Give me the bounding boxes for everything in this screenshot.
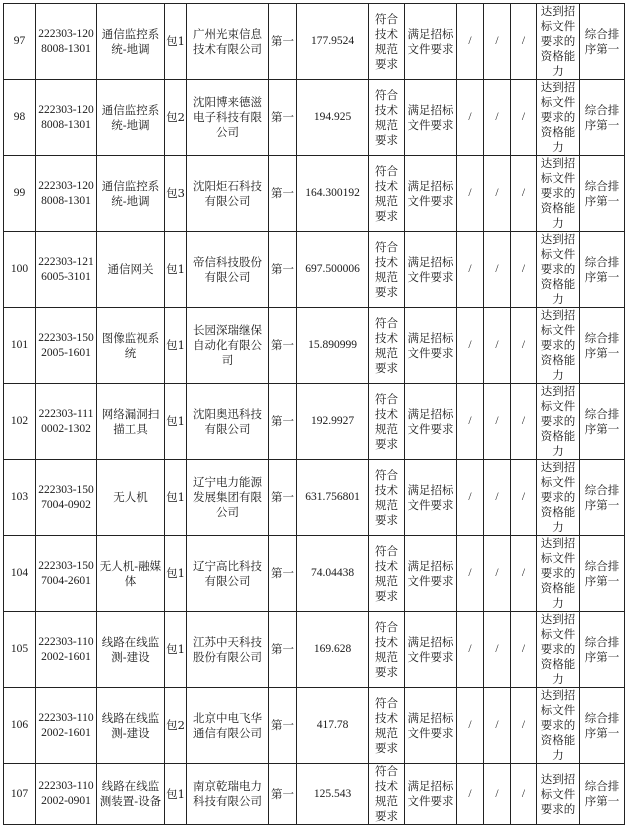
winning-company: 沈阳奥迅科技有限公司 — [187, 384, 269, 460]
rank-label: 第一 — [269, 764, 297, 825]
bid-price: 125.543 — [297, 764, 369, 825]
project-code: 222303-1208008-1301 — [36, 156, 97, 232]
document-evaluation: 满足招标文件要求 — [405, 688, 457, 764]
empty-slash-1: / — [457, 612, 484, 688]
overall-result: 综合排序第一 — [580, 688, 625, 764]
package-label: 包1 — [165, 308, 187, 384]
bid-price: 177.9524 — [297, 4, 369, 80]
overall-result: 综合排序第一 — [580, 4, 625, 80]
empty-slash-1: / — [457, 536, 484, 612]
empty-slash-3: / — [511, 80, 537, 156]
overall-result: 综合排序第一 — [580, 612, 625, 688]
qualification-evaluation: 达到招标文件要求的资格能力 — [537, 612, 580, 688]
project-code: 222303-1216005-3101 — [36, 232, 97, 308]
row-number: 104 — [4, 536, 36, 612]
rank-label: 第一 — [269, 536, 297, 612]
empty-slash-2: / — [484, 688, 511, 764]
qualification-evaluation: 达到招标文件要求的资格能力 — [537, 4, 580, 80]
document-evaluation: 满足招标文件要求 — [405, 764, 457, 825]
winning-company: 沈阳炬石科技有限公司 — [187, 156, 269, 232]
empty-slash-3: / — [511, 156, 537, 232]
empty-slash-3: / — [511, 384, 537, 460]
table-row — [4, 612, 625, 688]
package-label: 包1 — [165, 764, 187, 825]
technical-evaluation: 符合技术规范要求 — [369, 308, 405, 384]
package-label: 包1 — [165, 232, 187, 308]
document-evaluation: 满足招标文件要求 — [405, 232, 457, 308]
project-code: 222303-1507004-2601 — [36, 536, 97, 612]
package-label: 包2 — [165, 688, 187, 764]
technical-evaluation: 符合技术规范要求 — [369, 764, 405, 825]
project-code: 222303-1110002-1302 — [36, 384, 97, 460]
empty-slash-2: / — [484, 232, 511, 308]
project-code: 222303-1208008-1301 — [36, 4, 97, 80]
technical-evaluation: 符合技术规范要求 — [369, 156, 405, 232]
overall-result: 综合排序第一 — [580, 232, 625, 308]
package-label: 包1 — [165, 460, 187, 536]
row-number: 107 — [4, 764, 36, 825]
bid-price: 194.925 — [297, 80, 369, 156]
project-code: 222303-1102002-1601 — [36, 612, 97, 688]
project-name: 通信监控系统-地调 — [97, 80, 165, 156]
winning-company: 江苏中天科技股份有限公司 — [187, 612, 269, 688]
table-row — [4, 460, 625, 536]
empty-slash-1: / — [457, 384, 484, 460]
row-number: 101 — [4, 308, 36, 384]
qualification-evaluation: 达到招标文件要求的资格能力 — [537, 460, 580, 536]
qualification-evaluation: 达到招标文件要求的资格能力 — [537, 156, 580, 232]
project-code: 222303-1502005-1601 — [36, 308, 97, 384]
qualification-evaluation: 达到招标文件要求的 — [537, 764, 580, 825]
package-label: 包1 — [165, 536, 187, 612]
qualification-evaluation: 达到招标文件要求的资格能力 — [537, 688, 580, 764]
qualification-evaluation: 达到招标文件要求的资格能力 — [537, 536, 580, 612]
project-code: 222303-1208008-1301 — [36, 80, 97, 156]
winning-company: 南京乾瑞电力科技有限公司 — [187, 764, 269, 825]
rank-label: 第一 — [269, 460, 297, 536]
row-number: 97 — [4, 4, 36, 80]
technical-evaluation: 符合技术规范要求 — [369, 612, 405, 688]
document-evaluation: 满足招标文件要求 — [405, 384, 457, 460]
row-number: 103 — [4, 460, 36, 536]
project-code: 222303-1102002-0901 — [36, 764, 97, 825]
winning-company: 北京中电飞华通信有限公司 — [187, 688, 269, 764]
empty-slash-2: / — [484, 308, 511, 384]
empty-slash-1: / — [457, 80, 484, 156]
empty-slash-2: / — [484, 156, 511, 232]
project-name: 线路在线监测-建设 — [97, 612, 165, 688]
empty-slash-3: / — [511, 536, 537, 612]
winning-company: 广州光束信息技术有限公司 — [187, 4, 269, 80]
document-evaluation: 满足招标文件要求 — [405, 536, 457, 612]
empty-slash-1: / — [457, 764, 484, 825]
package-label: 包3 — [165, 156, 187, 232]
technical-evaluation: 符合技术规范要求 — [369, 536, 405, 612]
empty-slash-1: / — [457, 232, 484, 308]
empty-slash-3: / — [511, 612, 537, 688]
overall-result: 综合排序第一 — [580, 460, 625, 536]
technical-evaluation: 符合技术规范要求 — [369, 688, 405, 764]
project-name: 无人机 — [97, 460, 165, 536]
technical-evaluation: 符合技术规范要求 — [369, 4, 405, 80]
table-row — [4, 80, 625, 156]
technical-evaluation: 符合技术规范要求 — [369, 232, 405, 308]
winning-company: 帝信科技股份有限公司 — [187, 232, 269, 308]
table-row — [4, 156, 625, 232]
bid-price: 631.756801 — [297, 460, 369, 536]
overall-result: 综合排序第一 — [580, 308, 625, 384]
project-name: 图像监视系统 — [97, 308, 165, 384]
winning-company: 辽宁电力能源发展集团有限公司 — [187, 460, 269, 536]
table-row — [4, 536, 625, 612]
row-number: 100 — [4, 232, 36, 308]
empty-slash-3: / — [511, 308, 537, 384]
package-label: 包1 — [165, 612, 187, 688]
package-label: 包1 — [165, 4, 187, 80]
empty-slash-2: / — [484, 612, 511, 688]
bid-price: 192.9927 — [297, 384, 369, 460]
winning-company: 沈阳博来德滋电子科技有限公司 — [187, 80, 269, 156]
overall-result: 综合排序第一 — [580, 764, 625, 825]
project-name: 通信网关 — [97, 232, 165, 308]
rank-label: 第一 — [269, 612, 297, 688]
empty-slash-3: / — [511, 460, 537, 536]
empty-slash-1: / — [457, 688, 484, 764]
table-row — [4, 308, 625, 384]
row-number: 99 — [4, 156, 36, 232]
qualification-evaluation: 达到招标文件要求的资格能力 — [537, 308, 580, 384]
bid-price: 697.500006 — [297, 232, 369, 308]
technical-evaluation: 符合技术规范要求 — [369, 80, 405, 156]
empty-slash-2: / — [484, 460, 511, 536]
rank-label: 第一 — [269, 384, 297, 460]
package-label: 包1 — [165, 384, 187, 460]
empty-slash-1: / — [457, 308, 484, 384]
empty-slash-3: / — [511, 4, 537, 80]
table-row — [4, 4, 625, 80]
project-code: 222303-1507004-0902 — [36, 460, 97, 536]
project-name: 无人机-融媒体 — [97, 536, 165, 612]
bid-price: 169.628 — [297, 612, 369, 688]
empty-slash-3: / — [511, 688, 537, 764]
bid-price: 417.78 — [297, 688, 369, 764]
qualification-evaluation: 达到招标文件要求的资格能力 — [537, 384, 580, 460]
table-row — [4, 232, 625, 308]
overall-result: 综合排序第一 — [580, 384, 625, 460]
rank-label: 第一 — [269, 232, 297, 308]
project-name: 线路在线监测-建设 — [97, 688, 165, 764]
technical-evaluation: 符合技术规范要求 — [369, 384, 405, 460]
empty-slash-1: / — [457, 4, 484, 80]
project-name: 网络漏洞扫描工具 — [97, 384, 165, 460]
row-number: 98 — [4, 80, 36, 156]
winning-company: 辽宁高比科技有限公司 — [187, 536, 269, 612]
empty-slash-2: / — [484, 80, 511, 156]
table-row — [4, 384, 625, 460]
row-number: 105 — [4, 612, 36, 688]
rank-label: 第一 — [269, 80, 297, 156]
table-row — [4, 688, 625, 764]
overall-result: 综合排序第一 — [580, 536, 625, 612]
overall-result: 综合排序第一 — [580, 156, 625, 232]
project-code: 222303-1102002-1601 — [36, 688, 97, 764]
qualification-evaluation: 达到招标文件要求的资格能力 — [537, 80, 580, 156]
project-name: 线路在线监测装置-设备 — [97, 764, 165, 825]
overall-result: 综合排序第一 — [580, 80, 625, 156]
row-number: 106 — [4, 688, 36, 764]
rank-label: 第一 — [269, 308, 297, 384]
rank-label: 第一 — [269, 4, 297, 80]
bid-price: 15.890999 — [297, 308, 369, 384]
project-name: 通信监控系统-地调 — [97, 4, 165, 80]
empty-slash-2: / — [484, 536, 511, 612]
empty-slash-2: / — [484, 384, 511, 460]
winning-company: 长园深瑞继保自动化有限公司 — [187, 308, 269, 384]
empty-slash-1: / — [457, 460, 484, 536]
empty-slash-3: / — [511, 764, 537, 825]
document-evaluation: 满足招标文件要求 — [405, 460, 457, 536]
empty-slash-2: / — [484, 764, 511, 825]
document-evaluation: 满足招标文件要求 — [405, 4, 457, 80]
table-row — [4, 764, 625, 825]
document-evaluation: 满足招标文件要求 — [405, 612, 457, 688]
document-evaluation: 满足招标文件要求 — [405, 80, 457, 156]
package-label: 包2 — [165, 80, 187, 156]
empty-slash-1: / — [457, 156, 484, 232]
rank-label: 第一 — [269, 156, 297, 232]
project-name: 通信监控系统-地调 — [97, 156, 165, 232]
row-number: 102 — [4, 384, 36, 460]
bid-price: 74.04438 — [297, 536, 369, 612]
qualification-evaluation: 达到招标文件要求的资格能力 — [537, 232, 580, 308]
empty-slash-2: / — [484, 4, 511, 80]
bid-price: 164.300192 — [297, 156, 369, 232]
document-evaluation: 满足招标文件要求 — [405, 156, 457, 232]
document-evaluation: 满足招标文件要求 — [405, 308, 457, 384]
rank-label: 第一 — [269, 688, 297, 764]
empty-slash-3: / — [511, 232, 537, 308]
bid-results-table — [3, 3, 625, 825]
technical-evaluation: 符合技术规范要求 — [369, 460, 405, 536]
